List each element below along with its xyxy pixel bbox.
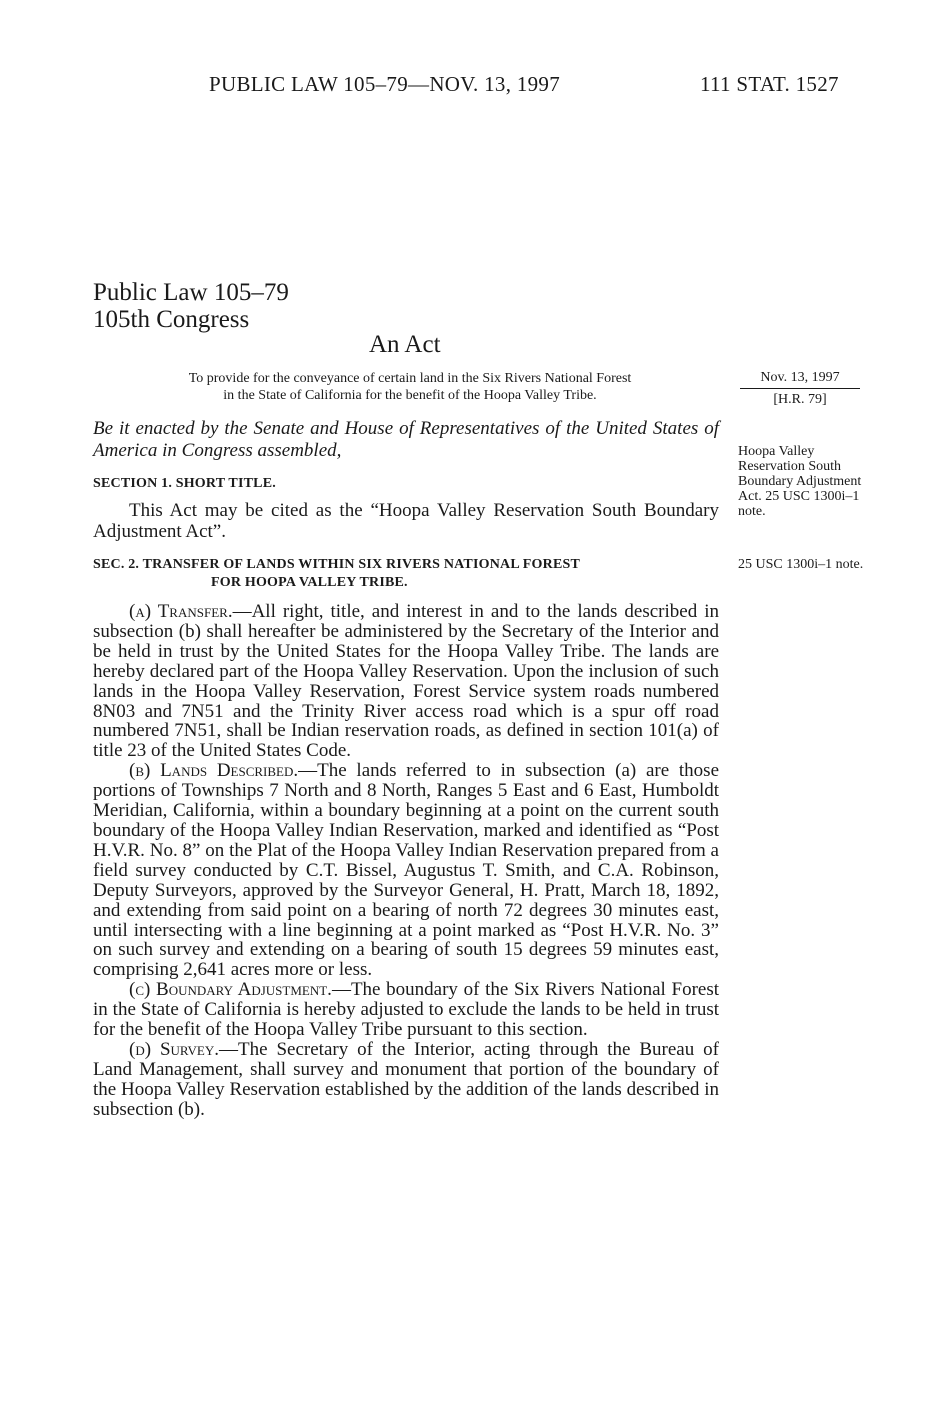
subsection-d <box>93 1040 719 1120</box>
public-law-number: Public Law 105–79 <box>93 279 289 306</box>
subsection-a-text: —All right, title, and interest in and to the lands described in subsection (b) shall hereafter be administered by the Secretary of the Interior and be held in trust by the United States for the Hoopa Valley Tribe. The lands are hereby declared part of the Hoopa Valley Reservation. Upon the inclusion of such lands in the Hoopa Valley Reservation, Forest Service system roads numbered 8N03 and 7N51 and the Trinity River access road which is a spur off road numbered 7N51, shall be Indian reservation roads, as defined in section 101(a) of title 23 of the United States Code. <box>93 601 719 762</box>
date-rule <box>740 388 860 389</box>
subsection-b <box>93 761 719 980</box>
subsection-c-text: —The boundary of the Six Rivers National Forest in the State of California is hereby adjusted to exclude the lands to be held in trust for the benefit of the Hoopa Valley Tribe pursuant to this section. <box>93 979 720 1041</box>
purpose-line-2: in the State of California for the benefit of the Hoopa Valley Tribe. <box>223 388 597 403</box>
section-1-heading: SECTION 1. SHORT TITLE. <box>93 476 276 491</box>
section-2-heading-line-1: SEC. 2. TRANSFER OF LANDS WITHIN SIX RIVERS NATIONAL FOREST <box>93 557 580 572</box>
act-heading: An Act <box>369 331 441 358</box>
enactment-date: Nov. 13, 1997 <box>760 370 840 385</box>
short-title-margin-note: Hoopa Valley Reservation South Boundary Adjustment Act. 25 USC 1300i–1 note. <box>738 444 862 519</box>
purpose-line-1: To provide for the conveyance of certain land in the Six Rivers National Forest <box>188 371 632 386</box>
bill-number: [H.R. 79] <box>773 392 827 407</box>
section-2-heading-line-2: FOR HOOPA VALLEY TRIBE. <box>211 575 408 590</box>
subsection-c <box>93 980 719 1040</box>
subsection-c-label: (c) Boundary Adjustment. <box>129 979 332 1001</box>
subsection-d-label: (d) Survey. <box>129 1038 220 1060</box>
subsection-b-label: (b) Lands Described. <box>129 760 299 782</box>
subsection-a <box>93 602 719 761</box>
congress-number: 105th Congress <box>93 306 250 333</box>
purpose-statement <box>110 370 710 404</box>
subsection-d-text: —The Secretary of the Interior, acting through the Bureau of Land Management, shall survey and monument that portion of the boundary of the Hoopa Valley Reservation established by the addition of the lands described in subsection (b). <box>93 1038 719 1120</box>
section-2-margin-note: 25 USC 1300i–1 note. <box>738 557 864 572</box>
running-header-left: PUBLIC LAW 105–79—NOV. 13, 1997 <box>209 72 561 96</box>
section-1-body <box>93 500 719 542</box>
running-header-right: 111 STAT. 1527 <box>700 72 839 96</box>
section-2-body <box>93 602 719 1120</box>
section-1-text: This Act may be cited as the “Hoopa Valley Reservation South Boundary Adjustment Act”. <box>93 500 719 542</box>
enacting-clause: Be it enacted by the Senate and House of Representatives of the United States of America in Congress assembled, <box>93 418 719 461</box>
subsection-a-label: (a) Transfer. <box>129 601 233 622</box>
subsection-b-text: —The lands referred to in subsection (a) are those portions of Townships 7 North and 8 North, Ranges 5 East and 6 East, Humboldt Meridian, California, within a boundary beginning at a point on the current south boundary of the Hoopa Valley Indian Reservation, marked and identified as “Post H.V.R. No. 8” on the Plat of the Hoopa Valley Indian Reservation prepared from a field survey conducted by C.T. Bissel, Augustus T. Smith, and C.A. Robinson, Deputy Surveyors, approved by the Surveyor General, H. Pratt, March 18, 1892, and extending from said point on a bearing of north 72 degrees 30 minutes east, until intersecting with a line beginning at a point marked as “Post H.V.R. No. 3” on such survey and extending on a bearing of south 15 degrees 59 minutes east, comprising 2,641 acres more or less. <box>93 760 719 981</box>
